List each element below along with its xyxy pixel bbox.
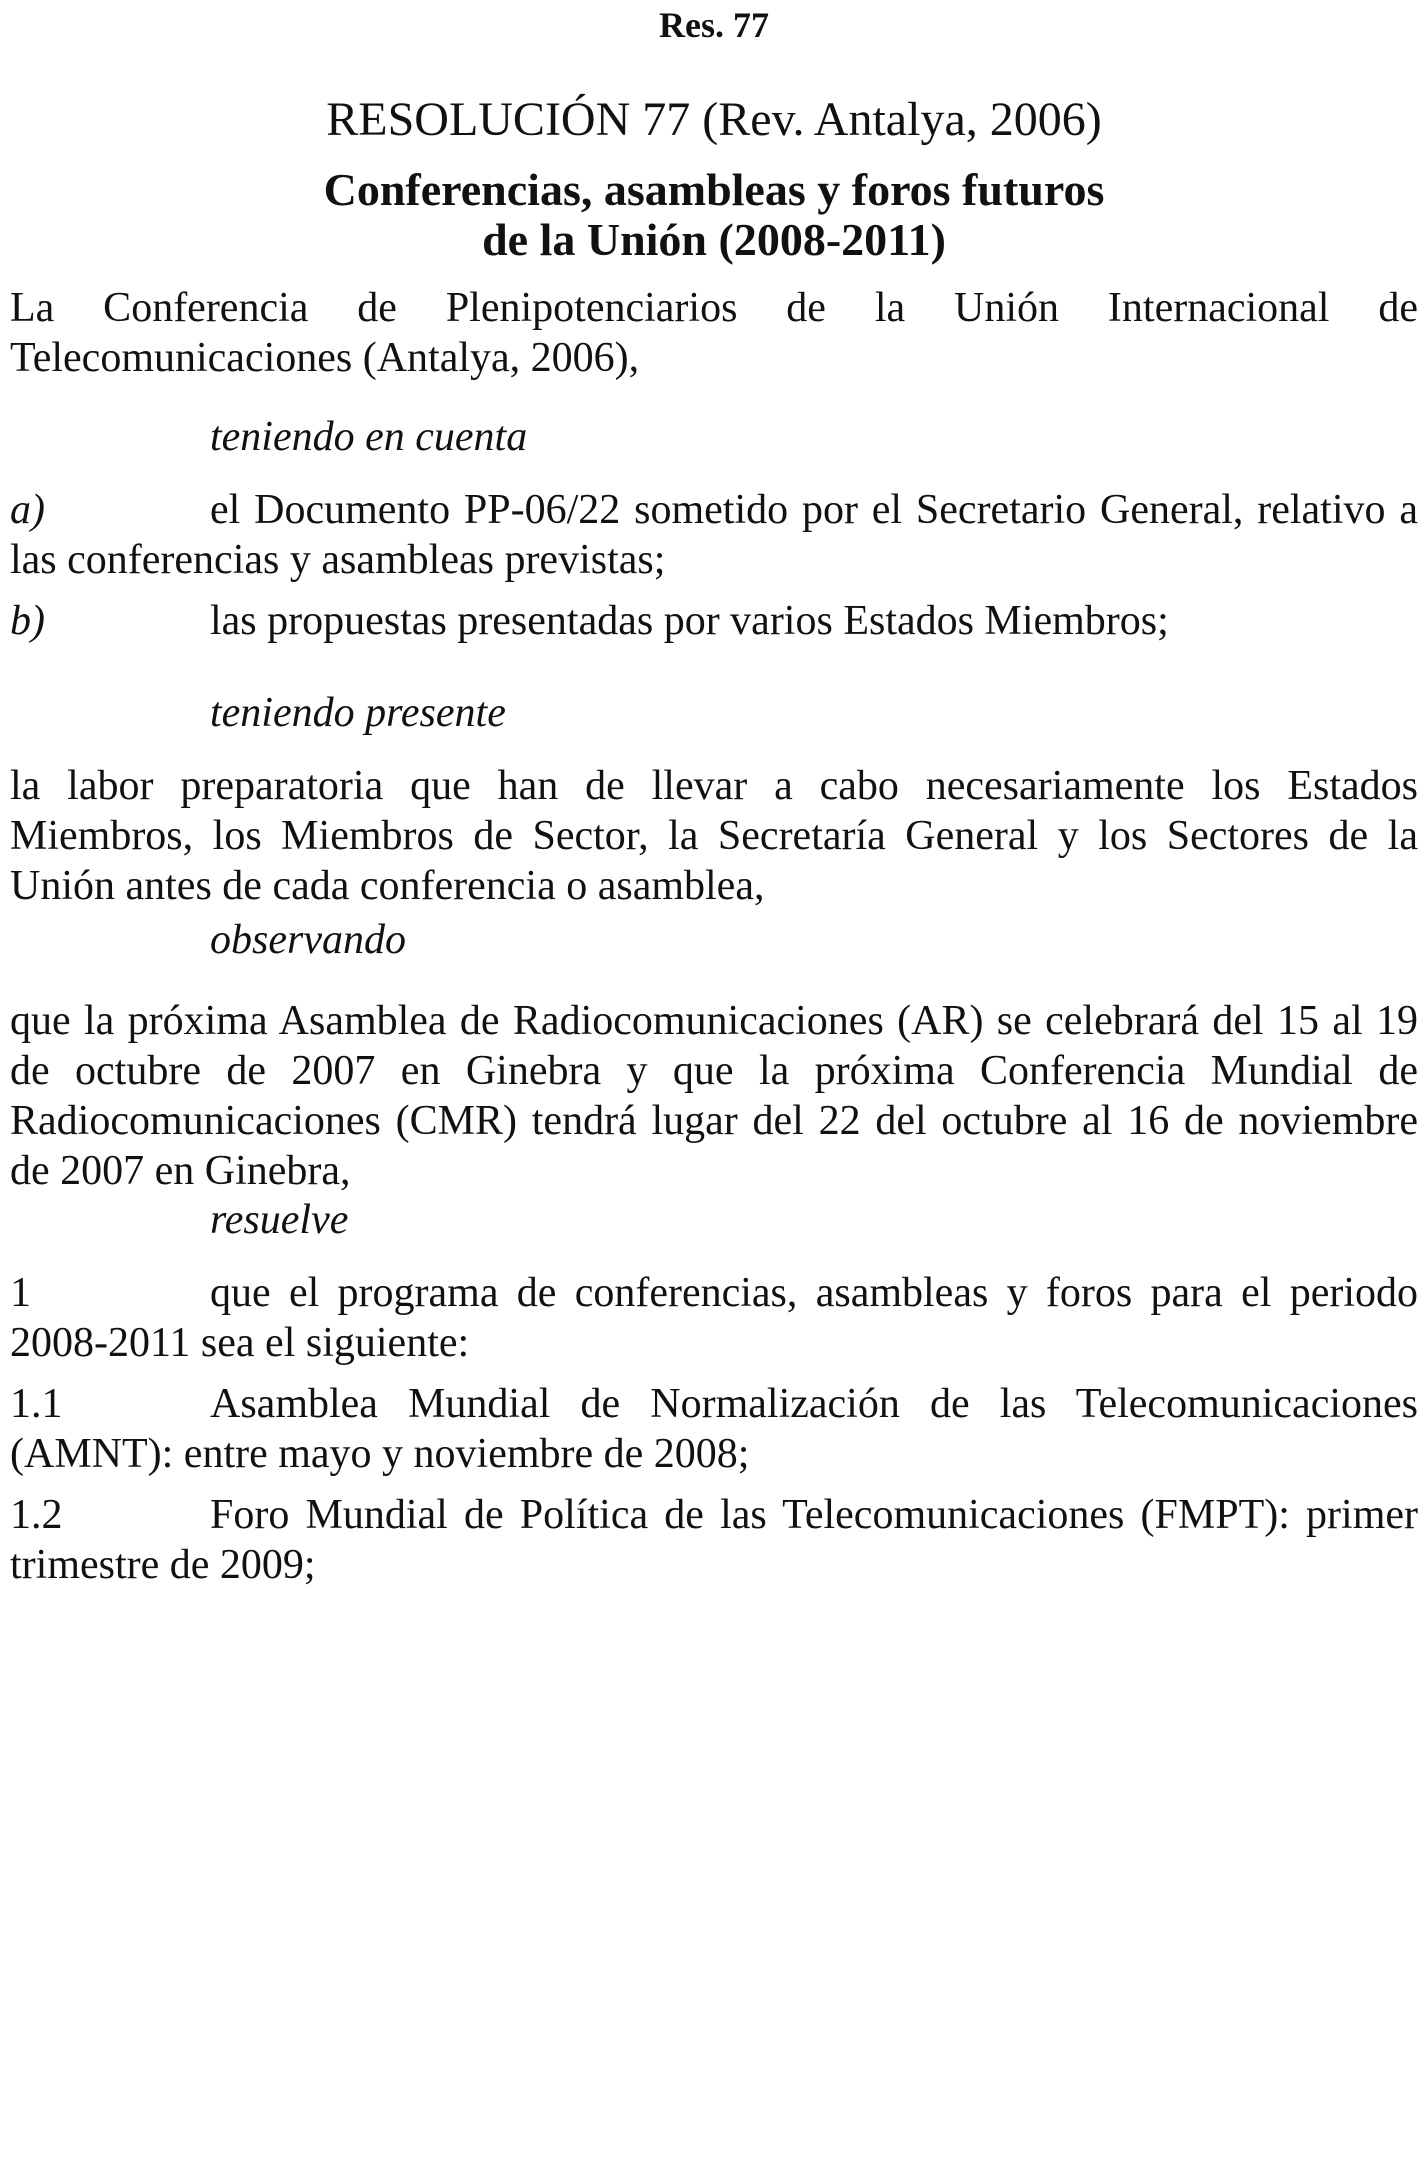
resolves-item-1-1	[10, 1379, 1418, 1479]
item-label: 1.2	[10, 1492, 63, 1538]
considering-item-a	[10, 485, 1418, 585]
call-bearing-in-mind: teniendo presente	[210, 690, 506, 736]
call-noting: observando	[210, 917, 406, 963]
considering-item-b	[10, 596, 1418, 646]
item-text: que el programa de conferencias, asambleas y foros para el periodo 2008-2011 sea el siguiente:	[10, 1270, 1418, 1366]
resolves-item-1	[10, 1268, 1418, 1368]
item-label: a)	[10, 487, 45, 533]
call-considering: teniendo en cuenta	[210, 414, 528, 460]
resolution-subtitle-line-1: Conferencias, asambleas y foros futuros	[323, 164, 1105, 215]
item-label: 1	[10, 1270, 31, 1316]
resolution-number-header: Res. 77	[659, 5, 769, 45]
item-text: Foro Mundial de Política de las Telecomunicaciones (FMPT): primer trimestre de 2009;	[10, 1492, 1418, 1588]
resolution-title: RESOLUCIÓN 77 (Rev. Antalya, 2006)	[326, 93, 1102, 146]
noting-paragraph: que la próxima Asamblea de Radiocomunicaciones (AR) se celebrará del 15 al 19 de octubre de 2007 en Ginebra y que la próxima Conferencia Mundial de Radiocomunicaciones (CMR) tendrá lugar del 22 del octubre al 16 de noviembre de 2007 en Ginebra,	[10, 998, 1418, 1194]
resolves-item-1-2	[10, 1490, 1418, 1590]
item-text: Asamblea Mundial de Normalización de las Telecomunicaciones (AMNT): entre mayo y noviembre de 2008;	[10, 1381, 1418, 1477]
call-resolves: resuelve	[210, 1197, 349, 1243]
bearing-paragraph: la labor preparatoria que han de llevar a cabo necesariamente los Estados Miembros, los Miembros de Sector, la Secretaría General y los Sectores de la Unión antes de cada conferencia o asamblea,	[10, 763, 1418, 909]
item-text: el Documento PP-06/22 sometido por el Secretario General, relativo a las conferencias y asambleas previstas;	[10, 487, 1418, 583]
item-label: b)	[10, 598, 45, 644]
item-label: 1.1	[10, 1381, 63, 1427]
document-page	[10, 0, 1428, 2180]
resolution-subtitle-line-2: de la Unión (2008-2011)	[482, 214, 946, 265]
preamble-paragraph: La Conferencia de Plenipotenciarios de la Unión Internacional de Telecomunicaciones (Antalya, 2006),	[10, 285, 1418, 381]
item-text: las propuestas presentadas por varios Estados Miembros;	[210, 598, 1169, 644]
